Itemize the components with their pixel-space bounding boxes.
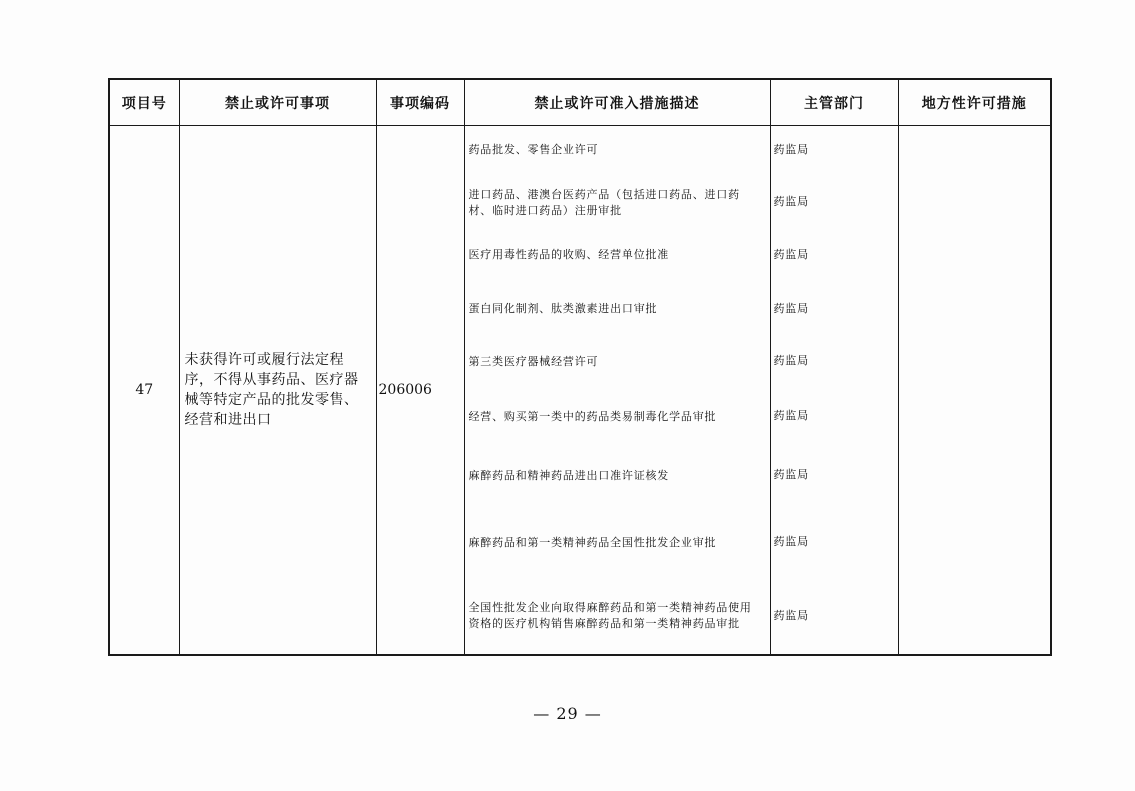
measure-description: 全国性批发企业向取得麻醉药品和第一类精神药品使用资格的医疗机构销售麻醉药品和第一类精神药品审批 xyxy=(468,601,752,630)
page-number: — 29 — xyxy=(533,704,602,723)
project-number-cell: 47 xyxy=(109,126,179,656)
permit-item-cell: 未获得许可或履行法定程序，不得从事药品、医疗器械等特定产品的批发零售、经营和进出口 xyxy=(179,126,376,656)
measure-description: 进口药品、港澳台医药产品（包括进口药品、进口药材、临时进口药品）注册审批 xyxy=(468,188,740,217)
department-value: 药监局 xyxy=(773,195,809,208)
department-value: 药监局 xyxy=(773,143,809,156)
header-row xyxy=(109,79,1051,126)
header-local-measures: 地方性许可措施 xyxy=(898,79,1051,126)
header-measure-description: 禁止或许可准入措施描述 xyxy=(464,79,770,126)
measure-description: 第三类医疗器械经营许可 xyxy=(468,355,599,368)
department-value: 药监局 xyxy=(773,468,809,481)
department-value: 药监局 xyxy=(773,609,809,622)
measure-description: 医疗用毒性药品的收购、经营单位批准 xyxy=(468,248,670,261)
measure-description: 药品批发、零售企业许可 xyxy=(468,143,599,156)
table-row xyxy=(109,126,1051,656)
local-measures-cell xyxy=(898,126,1051,656)
measure-description: 麻醉药品和第一类精神药品全国性批发企业审批 xyxy=(468,536,717,549)
header-item-code: 事项编码 xyxy=(376,79,464,126)
table-body xyxy=(109,126,1051,656)
department-value: 药监局 xyxy=(773,535,809,548)
measure-description: 经营、购买第一类中的药品类易制毒化学品审批 xyxy=(468,410,717,423)
measure-description: 麻醉药品和精神药品进出口准许证核发 xyxy=(468,469,670,482)
measure-description: 蛋白同化制剂、肽类激素进出口审批 xyxy=(468,302,658,315)
department-cell xyxy=(770,126,898,656)
department-value: 药监局 xyxy=(773,302,809,315)
item-code-cell: 206006 xyxy=(376,126,464,656)
department-value: 药监局 xyxy=(773,409,809,422)
table-header xyxy=(109,79,1051,126)
permit-table xyxy=(108,78,1052,656)
header-permit-item: 禁止或许可事项 xyxy=(179,79,376,126)
measure-description-cell xyxy=(464,126,770,656)
header-project-number: 项目号 xyxy=(109,79,179,126)
header-department: 主管部门 xyxy=(770,79,898,126)
department-value: 药监局 xyxy=(773,248,809,261)
department-value: 药监局 xyxy=(773,354,809,367)
